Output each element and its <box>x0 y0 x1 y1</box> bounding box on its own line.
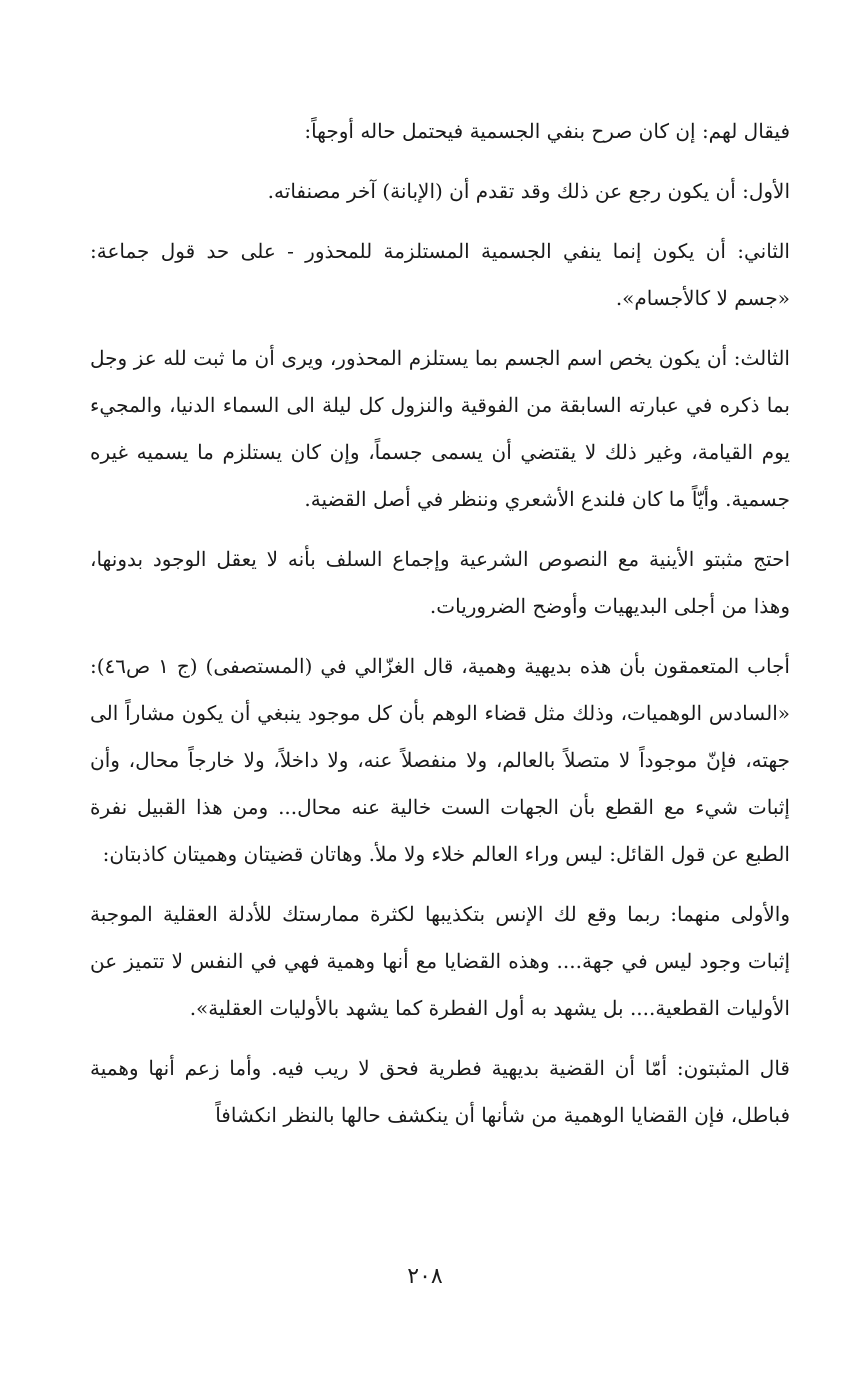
paragraph-quote-continued: والأولى منهما: ربما وقع لك الإنس بتكذيبها لكثرة ممارستك للأدلة العقلية الموجبة إثبات وجود ليس في جهة.... وهذه القضايا مع أنها وهمية فهي في النفس لا تتميز عن الأوليات القطعية.... بل يشهد به أول الفطرة كما يشهد بالأوليات العقلية». <box>90 902 790 1020</box>
paragraph-rebuttal: قال المثبتون: أمّا أن القضية بديهية فطرية فحق لا ريب فيه. وأما زعم أنها وهمية فباطل، فإن القضايا الوهمية من شأنها أن ينكشف حالها بالنظر انكشافاً <box>90 1056 790 1127</box>
paragraph-third-possibility: الثالث: أن يكون يخص اسم الجسم بما يستلزم المحذور، ويرى أن ما ثبت لله عز وجل بما ذكره في عبارته السابقة من الفوقية والنزول كل ليلة الى السماء الدنيا، والمجيء يوم القيامة، وغير ذلك لا يقتضي أن يسمى جسماً، وإن كان يستلزم ما يسميه غيره جسمية. وأيّاً ما كان فلندع الأشعري وننظر في أصل القضية. <box>90 346 790 511</box>
paragraph-argument: احتج مثبتو الأينية مع النصوص الشرعية وإجماع السلف بأنه لا يعقل الوجود بدونها، وهذا من أجلى البديهيات وأوضح الضروريات. <box>90 547 790 618</box>
paragraph-reply-ghazali: أجاب المتعمقون بأن هذه بديهية وهمية، قال الغزّالي في (المستصفى) (ج ١ ص٤٦): «السادس الوهميات، وذلك مثل قضاء الوهم بأن كل موجود ينبغي أن يكون مشاراً الى جهته، فإنّ موجوداً لا متصلاً بالعالم، ولا منفصلاً عنه، ولا داخلاً، ولا خارجاً محال، وأن إثبات شيء مع القطع بأن الجهات الست خالية عنه محال... ومن هذا القبيل نفرة الطبع عن قول القائل: ليس وراء العالم خلاء ولا ملأ. وهاتان قضيتان وهميتان كاذبتان: <box>90 654 790 866</box>
body-text <box>90 108 790 1139</box>
paragraph-first-possibility: الأول: أن يكون رجع عن ذلك وقد تقدم أن (الإبانة) آخر مصنفاته. <box>267 179 790 203</box>
page-number: ٢٠٨ <box>407 1264 443 1289</box>
paragraph-intro: فيقال لهم: إن كان صرح بنفي الجسمية فيحتمل حاله أوجهاً: <box>304 119 790 143</box>
paragraph-second-possibility: الثاني: أن يكون إنما ينفي الجسمية المستلزمة للمحذور - على حد قول جماعة: «جسم لا كالأجسام». <box>90 239 790 310</box>
